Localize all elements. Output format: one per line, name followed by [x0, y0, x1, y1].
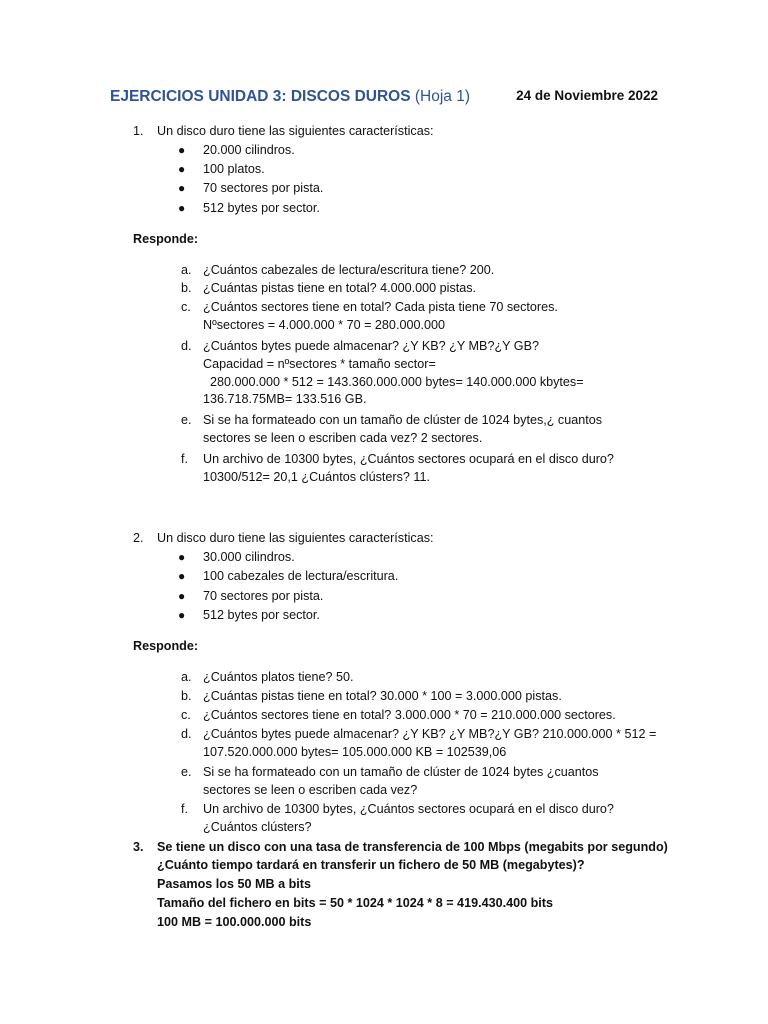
ex2-q-f: Un archivo de 10300 bytes, ¿Cuántos sectores ocupará en el disco duro? [203, 802, 614, 816]
ex3-question: ¿Cuánto tiempo tardará en transferir un fichero de 50 MB (megabytes)? [157, 858, 585, 872]
ex2-number: 2. [133, 531, 144, 545]
ex1-q-c: ¿Cuántos sectores tiene en total? Cada pista tiene 70 sectores. [203, 300, 558, 314]
ex1-spec: 100 platos. [203, 162, 265, 176]
ex3-answer: 100 MB = 100.000.000 bits [157, 915, 312, 929]
ex1-q-d-answer: 280.000.000 * 512 = 143.360.000.000 bytes= 140.000.000 kbytes= [210, 375, 584, 389]
ex2-intro: Un disco duro tiene las siguientes características: [157, 531, 434, 545]
ex2-q-letter: a. [181, 670, 192, 684]
bullet-icon: ● [178, 569, 186, 583]
bullet-icon: ● [178, 201, 186, 215]
document-header [110, 88, 658, 110]
bullet-icon: ● [178, 162, 186, 176]
ex1-q-f: Un archivo de 10300 bytes, ¿Cuántos sectores ocupará en el disco duro? [203, 452, 614, 466]
ex2-q-f-cont: ¿Cuántos clústers? [203, 820, 312, 834]
bullet-icon: ● [178, 589, 186, 603]
ex3-answer: Tamaño del fichero en bits = 50 * 1024 * 1024 * 8 = 419.430.400 bits [157, 896, 553, 910]
ex2-q-d-answer: 107.520.000.000 bytes= 105.000.000 KB = 102539,06 [203, 745, 507, 759]
ex3-statement: Se tiene un disco con una tasa de transferencia de 100 Mbps (megabits por segundo) [157, 840, 668, 854]
ex1-q-c-answer: Nºsectores = 4.000.000 * 70 = 280.000.000 [203, 318, 445, 332]
ex1-q-letter: e. [181, 413, 192, 427]
ex2-q-a: ¿Cuántos platos tiene? 50. [203, 670, 354, 684]
ex1-q-d: ¿Cuántos bytes puede almacenar? ¿Y KB? ¿Y MB?¿Y GB? [203, 339, 540, 353]
ex2-q-c: ¿Cuántos sectores tiene en total? 3.000.000 * 70 = 210.000.000 sectores. [203, 708, 616, 722]
ex2-spec: 512 bytes por sector. [203, 608, 320, 622]
ex3-answer: Pasamos los 50 MB a bits [157, 877, 311, 891]
ex3-number: 3. [133, 840, 144, 854]
ex1-q-letter: a. [181, 263, 192, 277]
ex1-q-letter: d. [181, 339, 192, 353]
ex2-responde: Responde: [133, 639, 199, 653]
ex2-spec: 30.000 cilindros. [203, 550, 295, 564]
ex1-q-letter: b. [181, 281, 192, 295]
ex2-q-e-cont: sectores se leen o escriben cada vez? [203, 783, 418, 797]
ex1-q-d-answer: Capacidad = nºsectores * tamaño sector= [203, 357, 436, 371]
title-subtitle: (Hoja 1) [414, 88, 471, 105]
ex1-q-letter: c. [181, 300, 191, 314]
bullet-icon: ● [178, 608, 186, 622]
ex2-q-letter: c. [181, 708, 191, 722]
ex1-number: 1. [133, 124, 144, 138]
ex2-q-e: Si se ha formateado con un tamaño de clúster de 1024 bytes ¿cuantos [203, 765, 599, 779]
ex1-q-a: ¿Cuántos cabezales de lectura/escritura tiene? 200. [203, 263, 495, 277]
ex2-q-letter: d. [181, 727, 192, 741]
ex2-q-letter: b. [181, 689, 192, 703]
ex1-q-e-answer: sectores se leen o escriben cada vez? 2 sectores. [203, 431, 483, 445]
ex2-spec: 100 cabezales de lectura/escritura. [203, 569, 399, 583]
ex1-spec: 512 bytes por sector. [203, 201, 320, 215]
document-title [110, 88, 470, 106]
bullet-icon: ● [178, 181, 186, 195]
ex2-q-b: ¿Cuántas pistas tiene en total? 30.000 * 100 = 3.000.000 pistas. [203, 689, 562, 703]
ex1-q-b: ¿Cuántas pistas tiene en total? 4.000.000 pistas. [203, 281, 477, 295]
ex1-spec: 70 sectores por pista. [203, 181, 324, 195]
title-main: EJERCICIOS UNIDAD 3: DISCOS DUROS [110, 88, 411, 105]
ex2-q-letter: f. [181, 802, 188, 816]
ex2-q-letter: e. [181, 765, 192, 779]
ex1-q-f-answer: 10300/512= 20,1 ¿Cuántos clústers? 11. [203, 470, 430, 484]
ex1-responde: Responde: [133, 232, 199, 246]
bullet-icon: ● [178, 550, 186, 564]
ex1-spec: 20.000 cilindros. [203, 143, 295, 157]
ex1-q-e: Si se ha formateado con un tamaño de clúster de 1024 bytes,¿ cuantos [203, 413, 603, 427]
document-date: 24 de Noviembre 2022 [516, 88, 658, 103]
ex1-q-d-answer: 136.718.75MB= 133.516 GB. [203, 392, 367, 406]
ex1-q-letter: f. [181, 452, 188, 466]
ex2-q-d: ¿Cuántos bytes puede almacenar? ¿Y KB? ¿Y MB?¿Y GB? 210.000.000 * 512 = [203, 727, 657, 741]
bullet-icon: ● [178, 143, 186, 157]
ex1-intro: Un disco duro tiene las siguientes características: [157, 124, 434, 138]
ex2-spec: 70 sectores por pista. [203, 589, 324, 603]
